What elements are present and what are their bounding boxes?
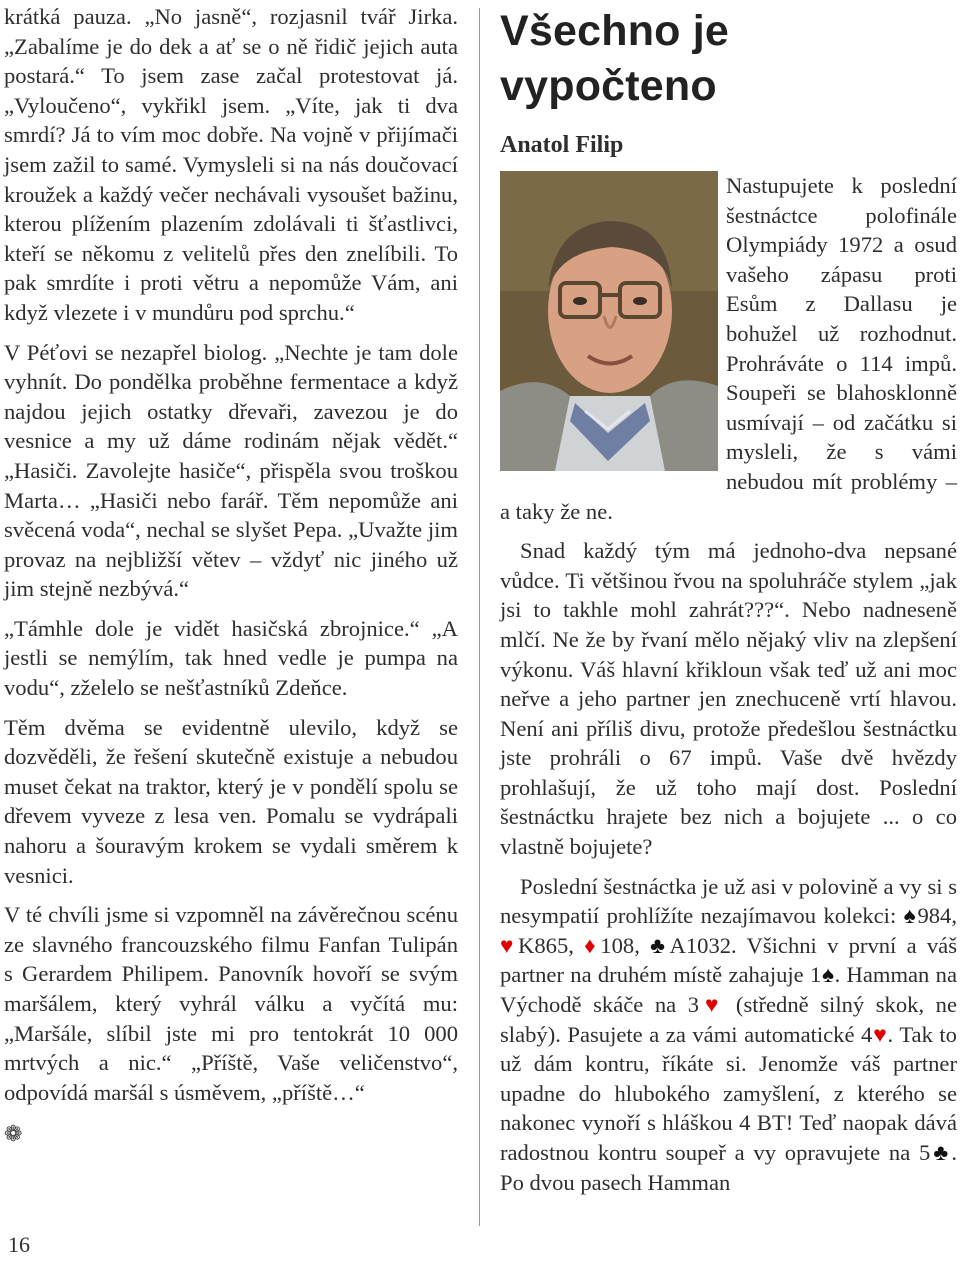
clubs-icon: ♣ xyxy=(650,932,670,958)
right-column xyxy=(500,0,957,1197)
left-paragraph-2: V Péťovi se nezapřel biolog. „Nechte je tam dole vyhnít. Do pondělka proběhne fermentace a když najdou jejich ostatky dřevaři, zavezou je do vesnice a my už dáme rodinám nějak vědět.“ „Hasiči. Zavolejte hasiče“, přispěla svou troškou Marta… „Hasiči nebo farář. Těm nepomůže ani svěcená voda“, nechal se slyšet Pepa. „Uvažte jim provaz na nejbližší větev – vždyť nic jiného už jim stejně nezbývá.“ xyxy=(4,339,458,602)
left-paragraph-5: V té chvíli jsme si vzpomněl na závěrečnou scénu ze slavného francouzského filmu Fanfan Tulipán s Gerardem Philipem. Panovník hovoří se svým maršálem, který vyhrál válku a vyčítá mu: „Maršále, slíbil jste mi pro tentokrát 10 000 mrtvých a nic.“ „Příště, Vaše veličenstvo“, odpovídá maršál s úsměvem, „příště…“ xyxy=(4,902,458,1105)
text-run: . Tak to už dám kontru, říkáte si. Jenomže váš partner upadne do hlubokého zamyšlení, z kterého se nakonec vynoří s hláškou 4 BT! Teď naopak dává radostnou kontru soupeř a vy opravujete na 5 xyxy=(500,1021,957,1165)
left-column xyxy=(4,2,458,1149)
left-paragraph-3: „Támhle dole je vidět hasičská zbrojnice.“ „A jestli se nemýlím, tak hned vedle je pumpa na vodu“, zželelo se nešťastníků Zdeňce. xyxy=(4,615,458,701)
clubs-icon: ♣ xyxy=(930,1140,952,1165)
left-paragraph-1: krátká pauza. „No jasně“, rozjasnil tvář Jirka. „Zabalíme je do dek a ať se o ně řidič jejich auta postará.“ To jsem zase začal protestovat já. „Vyloučeno“, vykřikl jsem. „Víte, jak ti dva smrdí? Já to vím moc dobře. Na vojně v přijímači jsem zažil to samé. Vymysleli si na nás doučovací kroužek a každý večer nechávali vysoušet bažinu, kterou plížením plazením zdolávali ti šťastlivci, kteří se někomu z velitelů přes den znelíbili. To pak smrdíte i proti větru a nepomůže Vám, ani když vlezete i v mundůru pod sprchu.“ xyxy=(4,4,458,325)
left-paragraph-4: Těm dvěma se evidentně ulevilo, když se dozvěděli, že řešení skutečně existuje a nebudou muset čekat na traktor, který je v pondělí spolu se dřevem vyveze z lesa ven. Pomalu se vydrápali nahoru a šouravým krokem se vydali směrem k vesnici. xyxy=(4,714,458,888)
diamonds-icon: ♦ xyxy=(584,932,601,958)
title-line-1: Všechno je xyxy=(500,7,730,55)
article-title xyxy=(500,4,957,114)
text-run: A1032. Všichni v první a váš partner na druhém místě zahajuje 1 xyxy=(500,932,957,988)
title-line-2: vypočteno xyxy=(500,62,717,110)
hearts-icon: ♥ xyxy=(872,1021,888,1047)
hearts-icon: ♥ xyxy=(500,932,519,958)
author-photo xyxy=(500,171,718,471)
author-photo-image xyxy=(500,171,718,471)
text-run: . Po dvou pasech Hamman xyxy=(500,1140,957,1195)
right-paragraph-1: Nastupujete k poslední šestnáctce polofinále Olympiády 1972 a osud vašeho zápasu proti Esům z Dallasu je bohužel už rozhodnut. Prohráváte o 114 impů. Soupeři se blahosklonně usmívají – od začátku si mysleli, že s vámi nebudou mít problémy – a taky že ne. xyxy=(500,173,957,524)
spades-icon: ♠ xyxy=(821,962,835,988)
spades-icon: ♠ xyxy=(903,903,918,929)
text-run: (středně silný skok, ne slabý). Pasujete a za vámi automatické 4 xyxy=(500,992,957,1047)
hearts-icon: ♥ xyxy=(699,992,725,1018)
column-divider xyxy=(479,8,480,1226)
end-ornament-icon: ❁ xyxy=(4,1121,23,1147)
text-run: Poslední šestnáctka je už asi v polovině a vy si s nesympatií prohlížíte nezajímavou kolekci: xyxy=(500,873,957,929)
text-run: K865, xyxy=(518,932,585,958)
text-run: 108, xyxy=(600,932,651,958)
right-paragraph-3 xyxy=(500,872,957,1198)
right-paragraph-2: Snad každý tým má jednoho-dva nepsané vůdce. Ti většinou řvou na spoluhráče stylem „jak jsi to takhle mohl zahrát???“. Nebo nadneseně mlčí. Ne že by řvaní mělo nějaký vliv na zlepšení výkonu. Váš hlavní křikloun však teď už ani moc neřve a jeho partner jen znechuceně vrtí hlavou. Není ani příliš divu, protože předešlou šestnáctku jste prohráli o 67 impů. Vaše dvě hvězdy prohlašují, že už toho mají dost. Poslední šestnáctku hrajete bez nich a bojujete ... o co vlastně bojujete? xyxy=(500,538,957,860)
page-number: 16 xyxy=(8,1232,30,1257)
author-byline: Anatol Filip xyxy=(500,132,624,158)
text-run: . Hamman na Východě skáče na 3 xyxy=(500,962,957,1018)
text-run: 984, xyxy=(917,903,957,929)
